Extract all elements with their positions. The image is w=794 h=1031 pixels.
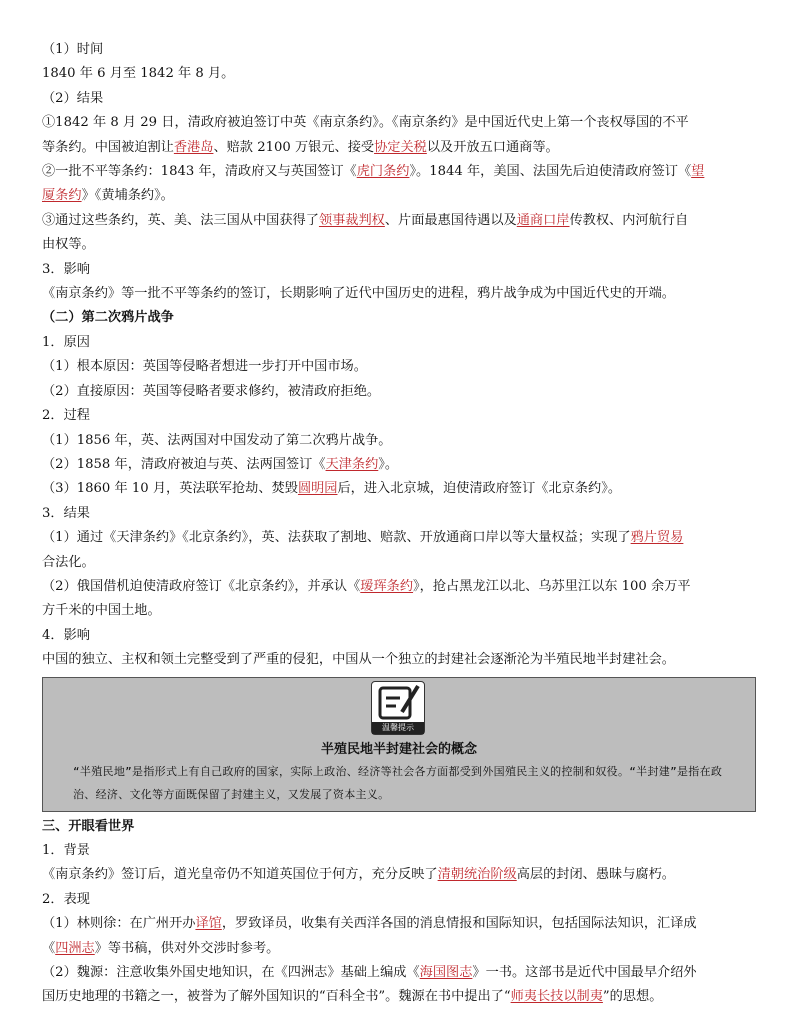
paragraph xyxy=(42,160,754,184)
text: 》。 xyxy=(378,456,399,472)
text: ”的思想。 xyxy=(602,989,663,1005)
paragraph: （2）直接原因：英国等侵略者要求修约，被清政府拒绝。 xyxy=(42,383,381,399)
highlight-term: 译馆 xyxy=(195,916,222,932)
tip-title: 半殖民地半封建社会的概念 xyxy=(320,741,477,757)
tip-badge: 温馨提示 xyxy=(372,722,424,734)
highlight-term: 虎门条约 xyxy=(356,164,410,180)
highlight-term: 圆明园 xyxy=(297,481,338,497)
text: （2）俄国借机迫使清政府签订《北京条约》，并承认《 xyxy=(42,578,361,594)
subheading-time: （1）时间 xyxy=(42,42,104,57)
subheading-expression: 2．表现 xyxy=(42,891,90,907)
paragraph: 《南京条约》等一批不平等条约的签订，长期影响了近代中国历史的进程，鸦片战争成为中国近代史的开端。 xyxy=(42,286,675,302)
section-heading: （二）第二次鸦片战争 xyxy=(42,310,174,326)
paragraph: （1）根本原因：英国等侵略者想进一步打开中国市场。 xyxy=(42,359,367,375)
paragraph: （1）1856 年，英、法两国对中国发动了第二次鸦片战争。 xyxy=(42,432,392,448)
highlight-term: 望 xyxy=(691,164,705,180)
paragraph: ①1842 年 8 月 29 日，清政府被迫签订中英《南京条约》。《南京条约》是中国近代史上第一个丧权辱国的不平 xyxy=(42,115,689,131)
highlight-term: 四洲志 xyxy=(55,940,95,956)
paragraph xyxy=(42,912,754,936)
text: ③通过这些条约，英、美、法三国从中国获得了 xyxy=(42,212,319,228)
text: 》一书。这部书是近代中国最早介绍外 xyxy=(472,965,697,980)
paragraph: 合法化。 xyxy=(42,554,95,570)
paragraph xyxy=(42,453,754,477)
text: （1）通过《天津条约》《北京条约》，英、法获取了割地、赔款、开放通商口岸以等大量权益；实现了 xyxy=(42,530,631,546)
paragraph xyxy=(42,136,754,160)
text: ，罗致译员，收集有关西洋各国的消息情报和国际知识，包括国际法知识，汇译成 xyxy=(221,916,697,932)
text: 高层的封闭、愚昧与腐朽。 xyxy=(516,867,675,883)
subheading-process: 2．过程 xyxy=(42,408,90,424)
document-content xyxy=(42,38,754,1010)
section-heading: 三、开眼看世界 xyxy=(42,818,135,834)
text: 》等书稿，供对外交涉时参考。 xyxy=(94,940,280,956)
subheading-impact: 3．影响 xyxy=(42,261,90,277)
subheading-impact: 4．影响 xyxy=(42,627,90,643)
subheading-result: 3．结果 xyxy=(42,505,90,521)
paragraph xyxy=(42,863,754,887)
highlight-term: 天津条约 xyxy=(325,456,379,472)
highlight-term: 清朝统治阶级 xyxy=(437,867,517,883)
highlight-term: 厦条约 xyxy=(42,188,82,204)
highlight-term: 海国图志 xyxy=(419,965,473,980)
text: 》，抢占黑龙江以北、乌苏里江以东 100 余万平 xyxy=(413,578,691,594)
note-pencil-icon xyxy=(372,682,424,722)
paragraph: 中国的独立、主权和领土完整受到了严重的侵犯，中国从一个独立的封建社会逐渐沦为半殖民地半封建社会。 xyxy=(42,652,675,668)
text: （2）1858 年，清政府被迫与英、法两国签订《 xyxy=(42,456,326,472)
paragraph xyxy=(42,937,754,961)
paragraph: 由权等。 xyxy=(42,237,95,253)
tip-box xyxy=(42,677,756,812)
paragraph xyxy=(42,209,754,233)
highlight-term: 鸦片贸易 xyxy=(630,530,684,546)
text: 、片面最惠国待遇以及 xyxy=(384,212,517,228)
paragraph xyxy=(42,985,754,1009)
text: 《 xyxy=(42,940,56,956)
paragraph xyxy=(42,575,754,599)
text: 国历史地理的书籍之一，被誉为了解外国知识的“百科全书”。魏源在书中提出了“ xyxy=(42,989,511,1005)
text: 后，进入北京城，迫使清政府签订《北京条约》。 xyxy=(337,481,622,497)
highlight-term: 通商口岸 xyxy=(516,212,570,228)
text: 以及开放五口通商等。 xyxy=(426,139,559,155)
text: 传教权、内河航行自 xyxy=(569,212,689,228)
highlight-term: 协定关税 xyxy=(374,139,427,155)
paragraph: 1840 年 6 月至 1842 年 8 月。 xyxy=(42,66,235,82)
text: 》《黄埔条约》。 xyxy=(81,188,174,204)
text: （3）1860 年 10 月，英法联军抢劫、焚毁 xyxy=(42,481,298,497)
highlight-term: 瑷珲条约 xyxy=(360,578,414,594)
paragraph xyxy=(42,477,754,501)
text: （2）魏源：注意收集外国史地知识，在《四洲志》基础上编成《 xyxy=(42,965,420,980)
highlight-term: 香港岛 xyxy=(173,139,214,155)
paragraph xyxy=(42,526,754,550)
text: 《南京条约》签订后，道光皇帝仍不知道英国位于何方，充分反映了 xyxy=(42,867,438,883)
text: ②一批不平等条约：1843 年，清政府又与英国签订《 xyxy=(42,164,357,180)
paragraph xyxy=(42,184,754,208)
subheading-result: （2）结果 xyxy=(42,90,104,106)
subheading-background: 1．背景 xyxy=(42,842,90,858)
text: 、赔款 2100 万银元、接受 xyxy=(213,139,375,155)
paragraph: 方千米的中国土地。 xyxy=(42,603,161,619)
text: 等条约。中国被迫割让 xyxy=(42,139,174,155)
text: （1）林则徐：在广州开办 xyxy=(42,916,196,932)
subheading-cause: 1．原因 xyxy=(42,334,90,350)
note-pencil-icon xyxy=(371,681,425,735)
text: 》。1844 年，美国、法国先后迫使清政府签订《 xyxy=(409,164,692,180)
paragraph xyxy=(42,961,754,985)
highlight-term: 师夷长技以制夷 xyxy=(510,989,603,1005)
tip-body: “半殖民地”是指形式上有自己政府的国家，实际上政治、经济等社会各方面都受到外国殖民主义的控制和奴役。“半封建”是指在政治、经济、文化等方面既保留了封建主义，又发展了资本主义。 xyxy=(73,764,723,801)
highlight-term: 领事裁判权 xyxy=(318,212,385,228)
